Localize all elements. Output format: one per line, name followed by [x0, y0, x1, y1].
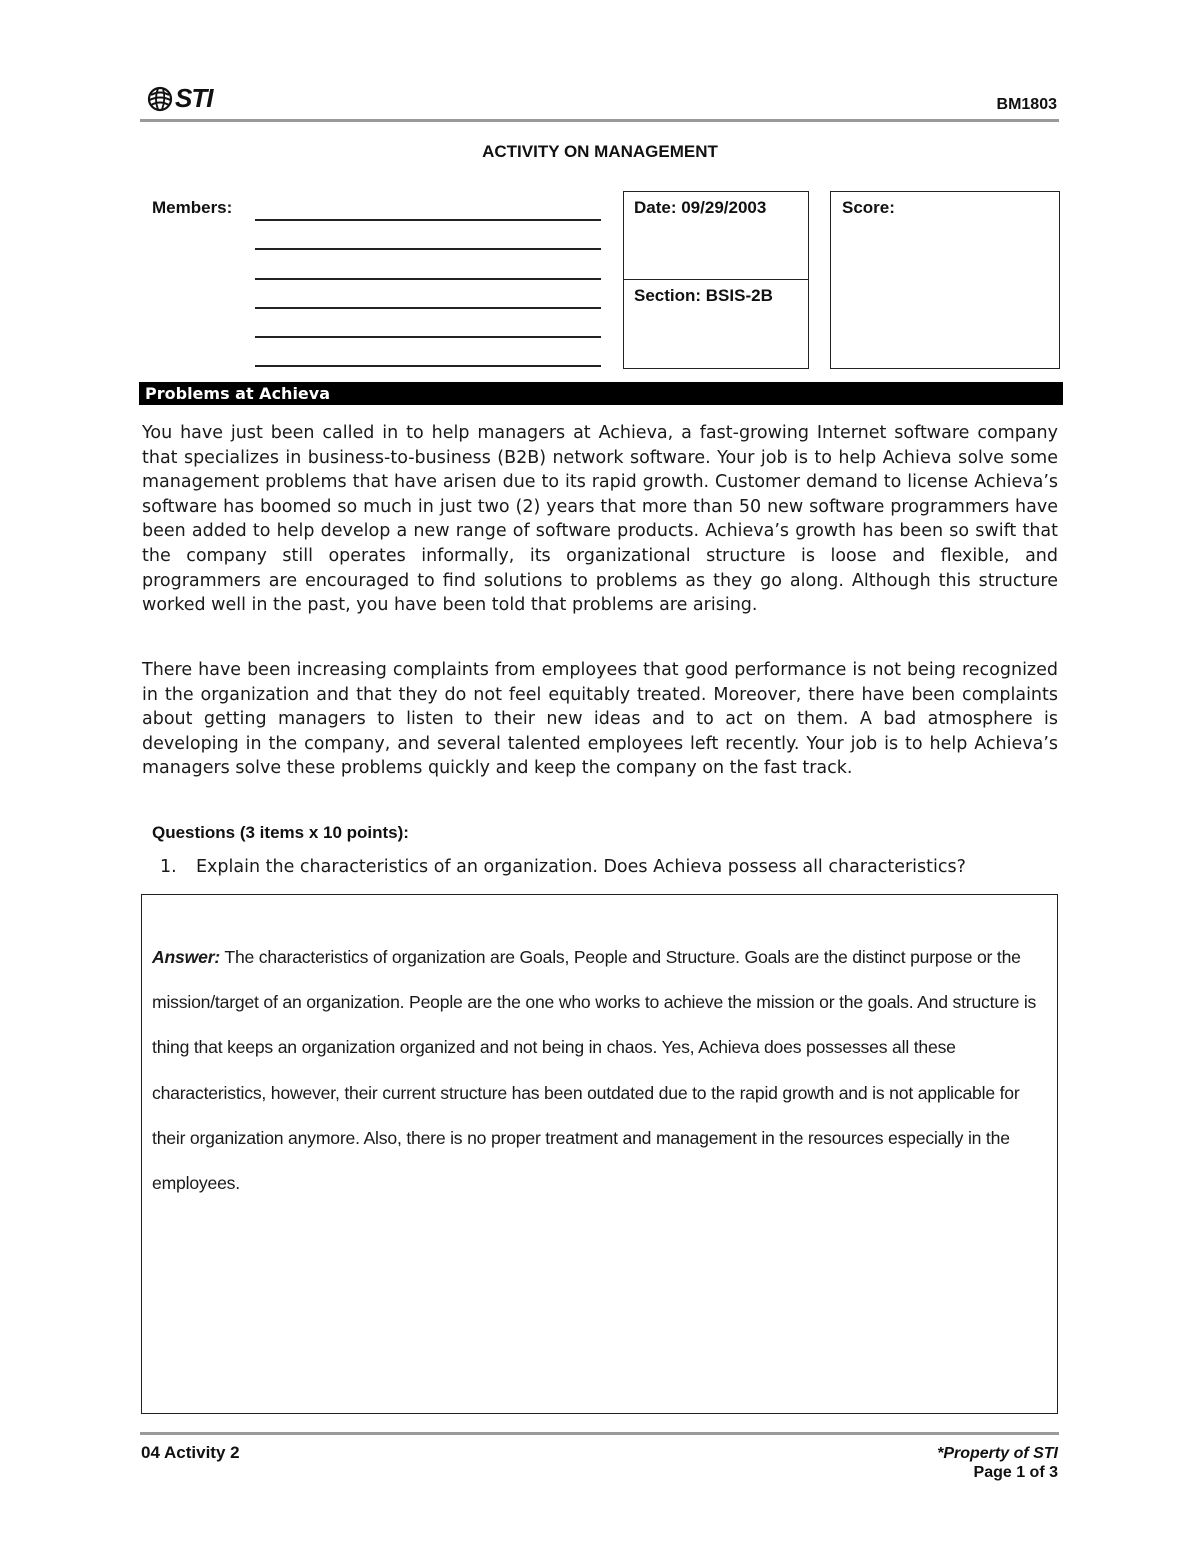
document-code: BM1803	[996, 96, 1057, 113]
question-item	[160, 857, 966, 877]
logo-text: STI	[175, 83, 213, 113]
member-line-4[interactable]	[255, 307, 601, 309]
footer-rule	[140, 1432, 1059, 1435]
member-line-2[interactable]	[255, 248, 601, 250]
member-line-5[interactable]	[255, 336, 601, 338]
footer-activity-label: 04 Activity 2	[141, 1443, 240, 1462]
questions-label: Questions (3 items x 10 points):	[152, 823, 409, 842]
date-label: Date: 09/29/2003	[634, 198, 767, 217]
section-heading: Problems at Achieva	[139, 382, 1063, 405]
footer-right	[937, 1444, 1058, 1482]
member-line-1[interactable]	[255, 219, 601, 221]
question-text: Explain the characteristics of an organization. Does Achieva possess all characteristics?	[196, 857, 966, 877]
answer-text	[152, 935, 1052, 1206]
header-rule	[140, 119, 1059, 122]
page-title: ACTIVITY ON MANAGEMENT	[482, 142, 718, 161]
members-label: Members:	[152, 198, 233, 217]
question-number: 1.	[160, 857, 177, 877]
page-number: Page 1 of 3	[973, 1464, 1058, 1481]
score-label: Score:	[842, 198, 895, 217]
case-paragraph-2: There have been increasing complaints from employees that good performance is not being recognized in the organization and that they do not feel equitably treated. Moreover, there have been complaints about getting managers to listen to their new ideas and to act on them. A bad atmosphere is developing in the company, and several talented employees left recently. Your job is to help Achieva’s managers solve these problems quickly and keep the company on the fast track.	[142, 660, 1058, 779]
member-line-6[interactable]	[255, 365, 601, 367]
property-notice: *Property of STI	[937, 1445, 1058, 1462]
sti-logo	[147, 83, 212, 114]
section-label: Section: BSIS-2B	[634, 286, 773, 305]
answer-body: The characteristics of organization are Goals, People and Structure. Goals are the distinct purpose or the mission/target of an organization. People are the one who works to achieve the mission or the goals. And structure is thing that keeps an organization organized and not being in chaos. Yes, Achieva does possesses all these characteristics, however, their current structure has been outdated due to the rapid growth and is not applicable for their organization anymore. Also, there is no proper treatment and management in the resources especially in the employees.	[152, 947, 1037, 1194]
member-line-3[interactable]	[255, 278, 601, 280]
answer-label: Answer:	[152, 947, 221, 967]
globe-icon	[147, 86, 173, 112]
case-paragraph-1: You have just been called in to help managers at Achieva, a fast-growing Internet software company that specializes in business-to-business (B2B) network software. Your job is to help Achieva solve some management problems that have arisen due to its rapid growth. Customer demand to license Achieva’s software has boomed so much in just two (2) years that more than 50 new software programmers have been added to help develop a new range of software products. Achieva’s growth has been so swift that the company still operates informally, its organizational structure is loose and flexible, and programmers are encouraged to find solutions to problems as they go along. Although this structure worked well in the past, you have been told that problems are arising.	[142, 423, 1058, 616]
